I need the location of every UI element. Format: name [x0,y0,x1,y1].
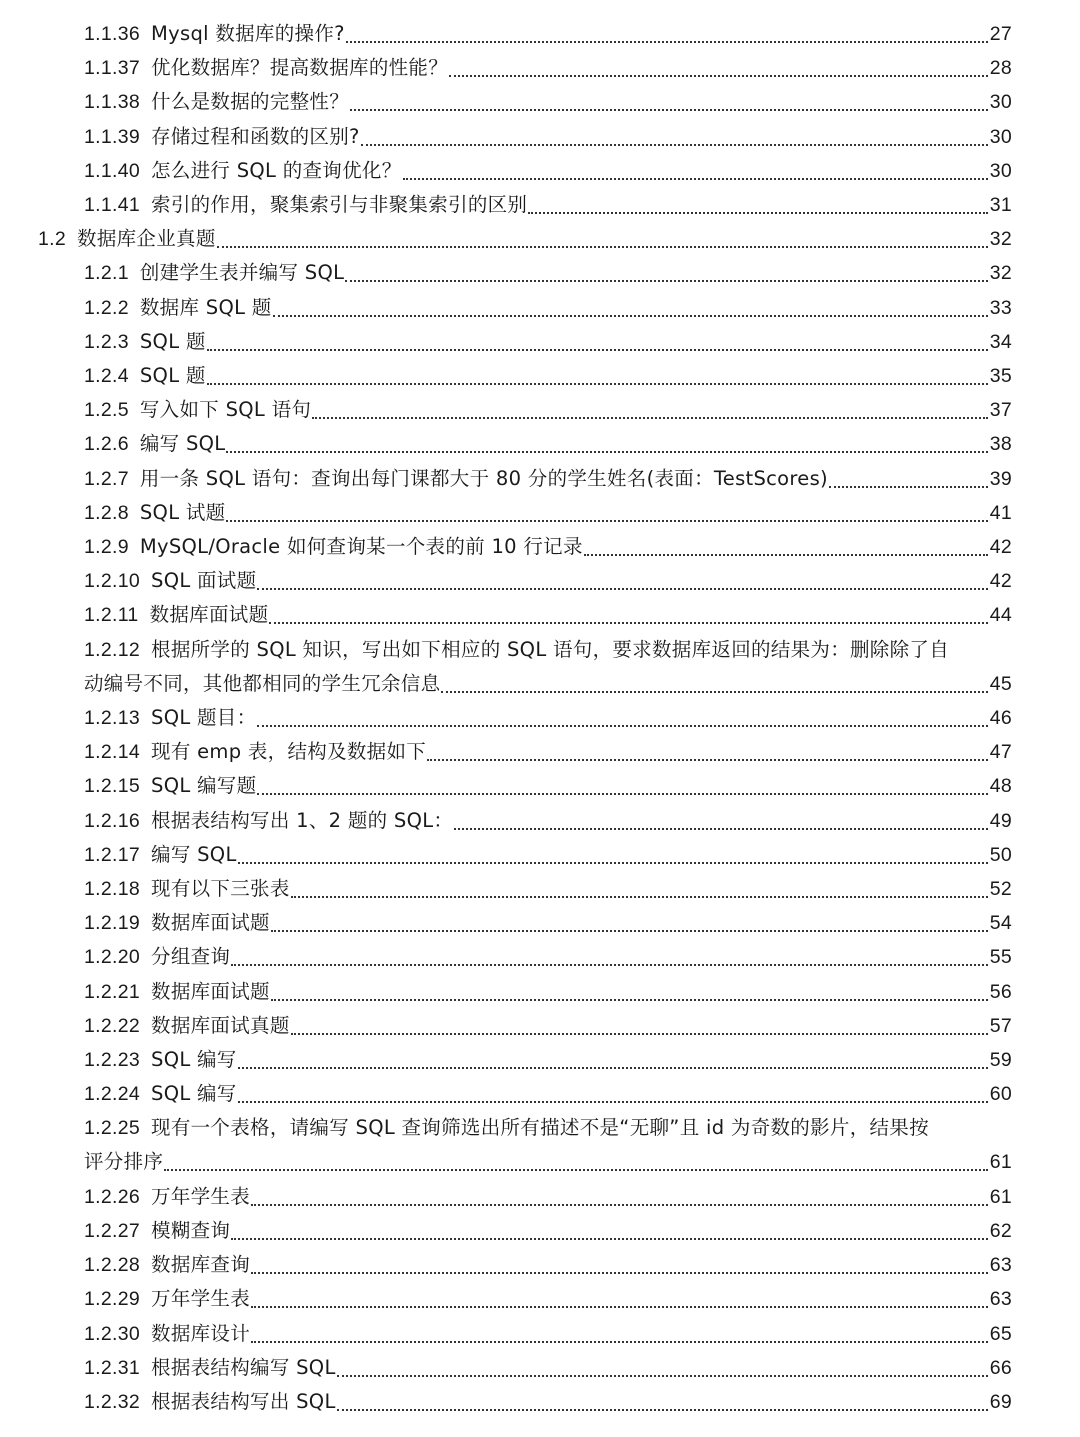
dot-leader [350,109,988,111]
dot-leader [291,896,988,898]
toc-entry-number: 1.2.6 [84,433,129,456]
toc-chapter-entry[interactable] [38,222,1012,256]
toc-entry-title: 用一条 SQL 语句：查询出每门课都大于 80 分的学生姓名(表面：TestScores) [139,466,828,490]
toc-entry-number: 1.2.2 [84,296,129,319]
toc-entry-title: 现有一个表格，请编写 SQL 查询筛选出所有描述不是“无聊”且 id 为奇数的影片，结果按 [151,1116,929,1140]
toc-entry-title: 数据库查询 [151,1253,251,1277]
toc-entry-number: 1.2.30 [84,1322,141,1345]
toc-entry[interactable] [84,120,1012,154]
toc-entry-number: 1.2.14 [84,741,141,764]
dot-leader [207,383,988,385]
toc-entry-number: 1.2.13 [84,707,141,729]
dot-leader [403,178,988,180]
toc-entry-title: 数据库面试真题 [151,1013,290,1037]
dot-leader [238,1067,988,1069]
toc-entry[interactable] [84,188,1012,222]
dot-leader [164,1169,988,1171]
toc-entry-number: 1.2.19 [84,912,141,935]
toc-entry-page-number: 52 [989,878,1012,900]
toc-entry[interactable] [84,1043,1012,1077]
toc-entry-number: 1.2.29 [84,1288,141,1311]
toc-entry-title-continued: 动编号不同，其他都相同的学生冗余信息 [84,671,441,695]
toc-entry-title: 数据库设计 [151,1321,251,1345]
toc-entry-number: 1.2.18 [84,878,141,900]
toc-entry[interactable] [84,1214,1012,1248]
toc-entry-number: 1.1.38 [84,91,141,114]
toc-entry-title: SQL 编写 [151,1082,237,1106]
toc-entry-page-number: 59 [989,1049,1012,1071]
dot-leader [454,828,987,830]
toc-entry-number: 1.2.22 [84,1014,141,1037]
toc-entry[interactable] [84,975,1012,1009]
toc-entry-line-2 [84,1145,1012,1179]
toc-entry-line-1 [84,1111,1012,1145]
toc-entry-page-number: 44 [989,604,1012,627]
toc-entry-title: SQL 编写题 [151,774,257,798]
toc-entry-page-number: 63 [989,1288,1012,1311]
toc-entry-number: 1.2.24 [84,1083,141,1106]
toc-entry-page-number: 61 [989,1151,1012,1174]
toc-entry[interactable] [84,804,1012,838]
toc-entry-page-number: 42 [989,536,1012,558]
toc-entry[interactable] [84,462,1012,496]
toc-entry-page-number: 39 [989,467,1012,490]
toc-entry-page-number: 34 [989,330,1012,353]
toc-entry-title: SQL 题 [139,329,206,353]
toc-entry-title: 优化数据库？提高数据库的性能？ [151,56,449,80]
toc-entry-title: 写入如下 SQL 语句 [139,398,312,422]
toc-entry-number: 1.2.15 [84,775,141,798]
dot-leader [207,349,988,351]
toc-entry-title: SQL 面试题 [151,569,257,593]
toc-entry[interactable] [84,393,1012,427]
toc-entry-title: 万年学生表 [151,1184,251,1208]
toc-entry-number: 1.2 [38,228,67,251]
toc-entry-page-number: 49 [989,809,1012,832]
toc-entry-title: 数据库面试题 [149,603,269,627]
toc-entry-page-number: 65 [989,1322,1012,1345]
dot-leader [238,1101,988,1103]
toc-entry-page-number: 28 [989,57,1012,80]
toc-entry[interactable] [84,51,1012,85]
dot-leader [271,930,988,932]
toc-entry-number: 1.1.37 [84,57,141,80]
dot-leader [291,1033,988,1035]
dot-leader [441,691,987,693]
toc-entry-number: 1.2.25 [84,1117,141,1140]
dot-leader [226,520,987,522]
toc-entry-page-number: 54 [989,912,1012,935]
toc-entry-number: 1.2.26 [84,1185,141,1208]
toc-entry[interactable] [84,838,1012,872]
toc-entry-page-number: 27 [989,23,1012,45]
toc-entry-line-1 [84,633,1012,667]
toc-entry-page-number: 32 [989,228,1012,251]
toc-entry-number: 1.1.40 [84,159,141,182]
toc-entry-page-number: 42 [989,570,1012,593]
dot-leader [337,1409,988,1411]
toc-entry-line-2 [84,667,1012,701]
toc-entry-title: 根据表结构编写 SQL [151,1355,336,1379]
dot-leader [251,1272,988,1274]
toc-entry-number: 1.2.11 [84,604,139,627]
toc-entry[interactable] [84,1111,1012,1179]
toc-entry-page-number: 41 [989,501,1012,524]
toc-entry[interactable] [84,906,1012,940]
dot-leader [231,964,987,966]
toc-entry-number: 1.2.23 [84,1049,141,1071]
toc-entry-number: 1.2.28 [84,1254,141,1277]
toc-entry-number: 1.2.21 [84,980,141,1003]
toc-entry-title: 数据库面试题 [151,979,270,1003]
toc-entry-title: 数据库 SQL 题 [139,295,272,319]
toc-entry-number: 1.2.17 [84,843,141,866]
toc-entry-number: 1.2.9 [84,536,129,558]
dot-leader [273,315,988,317]
toc-entry-title: SQL 题目： [151,706,257,729]
toc-entry-title: 数据库企业真题 [77,227,216,251]
toc-entry[interactable] [84,1385,1012,1419]
toc-entry-page-number: 60 [989,1083,1012,1106]
toc-entry[interactable] [84,701,1012,735]
toc-entry-number: 1.2.31 [84,1356,141,1379]
dot-leader [226,451,987,453]
toc-entry[interactable] [84,256,1012,290]
toc-entry-page-number: 33 [989,296,1012,319]
dot-leader [584,554,988,556]
toc-entry-page-number: 47 [989,741,1012,764]
toc-entry[interactable] [84,633,1012,701]
toc-entry-title: 现有 emp 表，结构及数据如下 [151,740,427,764]
dot-leader [231,1238,987,1240]
toc-entry-number: 1.2.8 [84,501,129,524]
toc-entry-title: 编写 SQL [151,842,237,866]
toc-entry[interactable] [84,17,1012,51]
toc-entry[interactable] [84,940,1012,974]
toc-entry-page-number: 62 [989,1220,1012,1242]
toc-entry-number: 1.2.10 [84,570,141,593]
toc-entry-number: 1.1.36 [84,23,141,45]
toc-entry[interactable] [84,85,1012,119]
toc-entry-number: 1.2.5 [84,399,129,422]
toc-entry-title-continued: 评分排序 [84,1150,164,1174]
toc-entry-page-number: 46 [989,707,1012,729]
toc-entry[interactable] [84,1077,1012,1111]
toc-entry-page-number: 45 [989,672,1012,695]
toc-entry-page-number: 30 [989,159,1012,182]
toc-entry[interactable] [84,1180,1012,1214]
toc-entry-number: 1.1.39 [84,125,141,148]
toc-entry-number: 1.2.16 [84,809,141,832]
toc-entry-page-number: 66 [989,1356,1012,1379]
toc-entry[interactable] [84,769,1012,803]
toc-entry-title: SQL 试题 [139,500,226,524]
dot-leader [238,862,988,864]
toc-entry-title: 分组查询 [151,945,231,969]
toc-entry-page-number: 50 [989,843,1012,866]
toc-entry-title: 怎么进行 SQL 的查询优化？ [151,158,402,182]
toc-entry-number: 1.2.4 [84,365,129,387]
toc-entry[interactable] [84,735,1012,769]
toc-entry-number: 1.2.3 [84,330,129,353]
toc-entry-page-number: 37 [989,399,1012,422]
dot-leader [449,75,988,77]
toc-entry-page-number: 30 [989,91,1012,114]
toc-entry[interactable] [84,1248,1012,1282]
toc-entry-number: 1.2.1 [84,262,129,285]
dot-leader [345,280,987,282]
toc-entry-number: 1.2.20 [84,946,141,969]
table-of-contents [0,17,1080,1427]
toc-entry[interactable] [84,359,1012,393]
toc-entry-number: 1.2.12 [84,638,141,661]
toc-entry-page-number: 56 [989,980,1012,1003]
toc-entry-title: 根据表结构写出 1、2 题的 SQL： [151,808,454,832]
toc-entry[interactable] [84,1282,1012,1316]
toc-entry[interactable] [84,154,1012,188]
dot-leader [257,725,987,727]
toc-entry[interactable] [84,564,1012,598]
dot-leader [528,212,987,214]
toc-entry-number: 1.2.27 [84,1220,141,1242]
dot-leader [257,588,987,590]
toc-entry-title: MySQL/Oracle 如何查询某一个表的前 10 行记录 [139,535,583,558]
dot-leader [346,41,988,43]
toc-entry-title: 模糊查询 [151,1219,231,1242]
dot-leader [427,759,988,761]
toc-entry-page-number: 30 [989,125,1012,148]
toc-entry-page-number: 61 [989,1185,1012,1208]
toc-entry[interactable] [84,1351,1012,1385]
toc-entry-page-number: 48 [989,775,1012,798]
toc-entry[interactable] [84,291,1012,325]
toc-entry[interactable] [84,325,1012,359]
toc-entry-number: 1.2.32 [84,1391,141,1413]
toc-entry-title: 存储过程和函数的区别? [151,124,360,148]
toc-entry-page-number: 32 [989,262,1012,285]
dot-leader [269,622,987,624]
toc-entry-page-number: 31 [989,194,1012,216]
toc-entry-title: 万年学生表 [151,1287,251,1311]
toc-entry-page-number: 63 [989,1254,1012,1277]
toc-entry[interactable] [84,1317,1012,1351]
toc-entry-number: 1.1.41 [84,194,141,216]
toc-entry-page-number: 69 [989,1391,1012,1413]
toc-entry-title: 什么是数据的完整性？ [151,90,350,114]
dot-leader [257,793,987,795]
dot-leader [337,1375,988,1377]
toc-entry-title: 索引的作用，聚集索引与非聚集索引的区别 [151,193,528,216]
dot-leader [361,144,988,146]
toc-entry[interactable] [84,496,1012,530]
dot-leader [312,417,988,419]
dot-leader [271,999,988,1001]
dot-leader [217,246,988,248]
dot-leader [829,486,988,488]
toc-entry-title: SQL 编写 [151,1048,237,1071]
toc-entry-page-number: 57 [989,1014,1012,1037]
toc-entry-title: 编写 SQL [139,432,226,456]
toc-entry-title: SQL 题 [139,364,206,387]
toc-entry-title: 创建学生表并编写 SQL [139,261,345,285]
toc-entry-title: 数据库面试题 [151,911,270,935]
toc-entry[interactable] [84,1009,1012,1043]
toc-entry-number: 1.2.7 [84,467,129,490]
dot-leader [251,1204,988,1206]
toc-entry-title: 根据表结构写出 SQL [151,1390,336,1413]
toc-entry[interactable] [84,872,1012,906]
dot-leader [251,1341,988,1343]
toc-entry[interactable] [84,598,1012,632]
toc-entry-page-number: 35 [989,365,1012,387]
toc-entry-title: Mysql 数据库的操作? [151,22,345,45]
toc-entry-page-number: 38 [989,433,1012,456]
toc-entry[interactable] [84,530,1012,564]
toc-entry[interactable] [84,427,1012,461]
toc-entry-title: 现有以下三张表 [151,877,290,900]
toc-entry-title: 根据所学的 SQL 知识，写出如下相应的 SQL 语句，要求数据库返回的结果为：删除除了自 [151,637,949,661]
toc-entry-page-number: 55 [989,946,1012,969]
dot-leader [251,1306,988,1308]
